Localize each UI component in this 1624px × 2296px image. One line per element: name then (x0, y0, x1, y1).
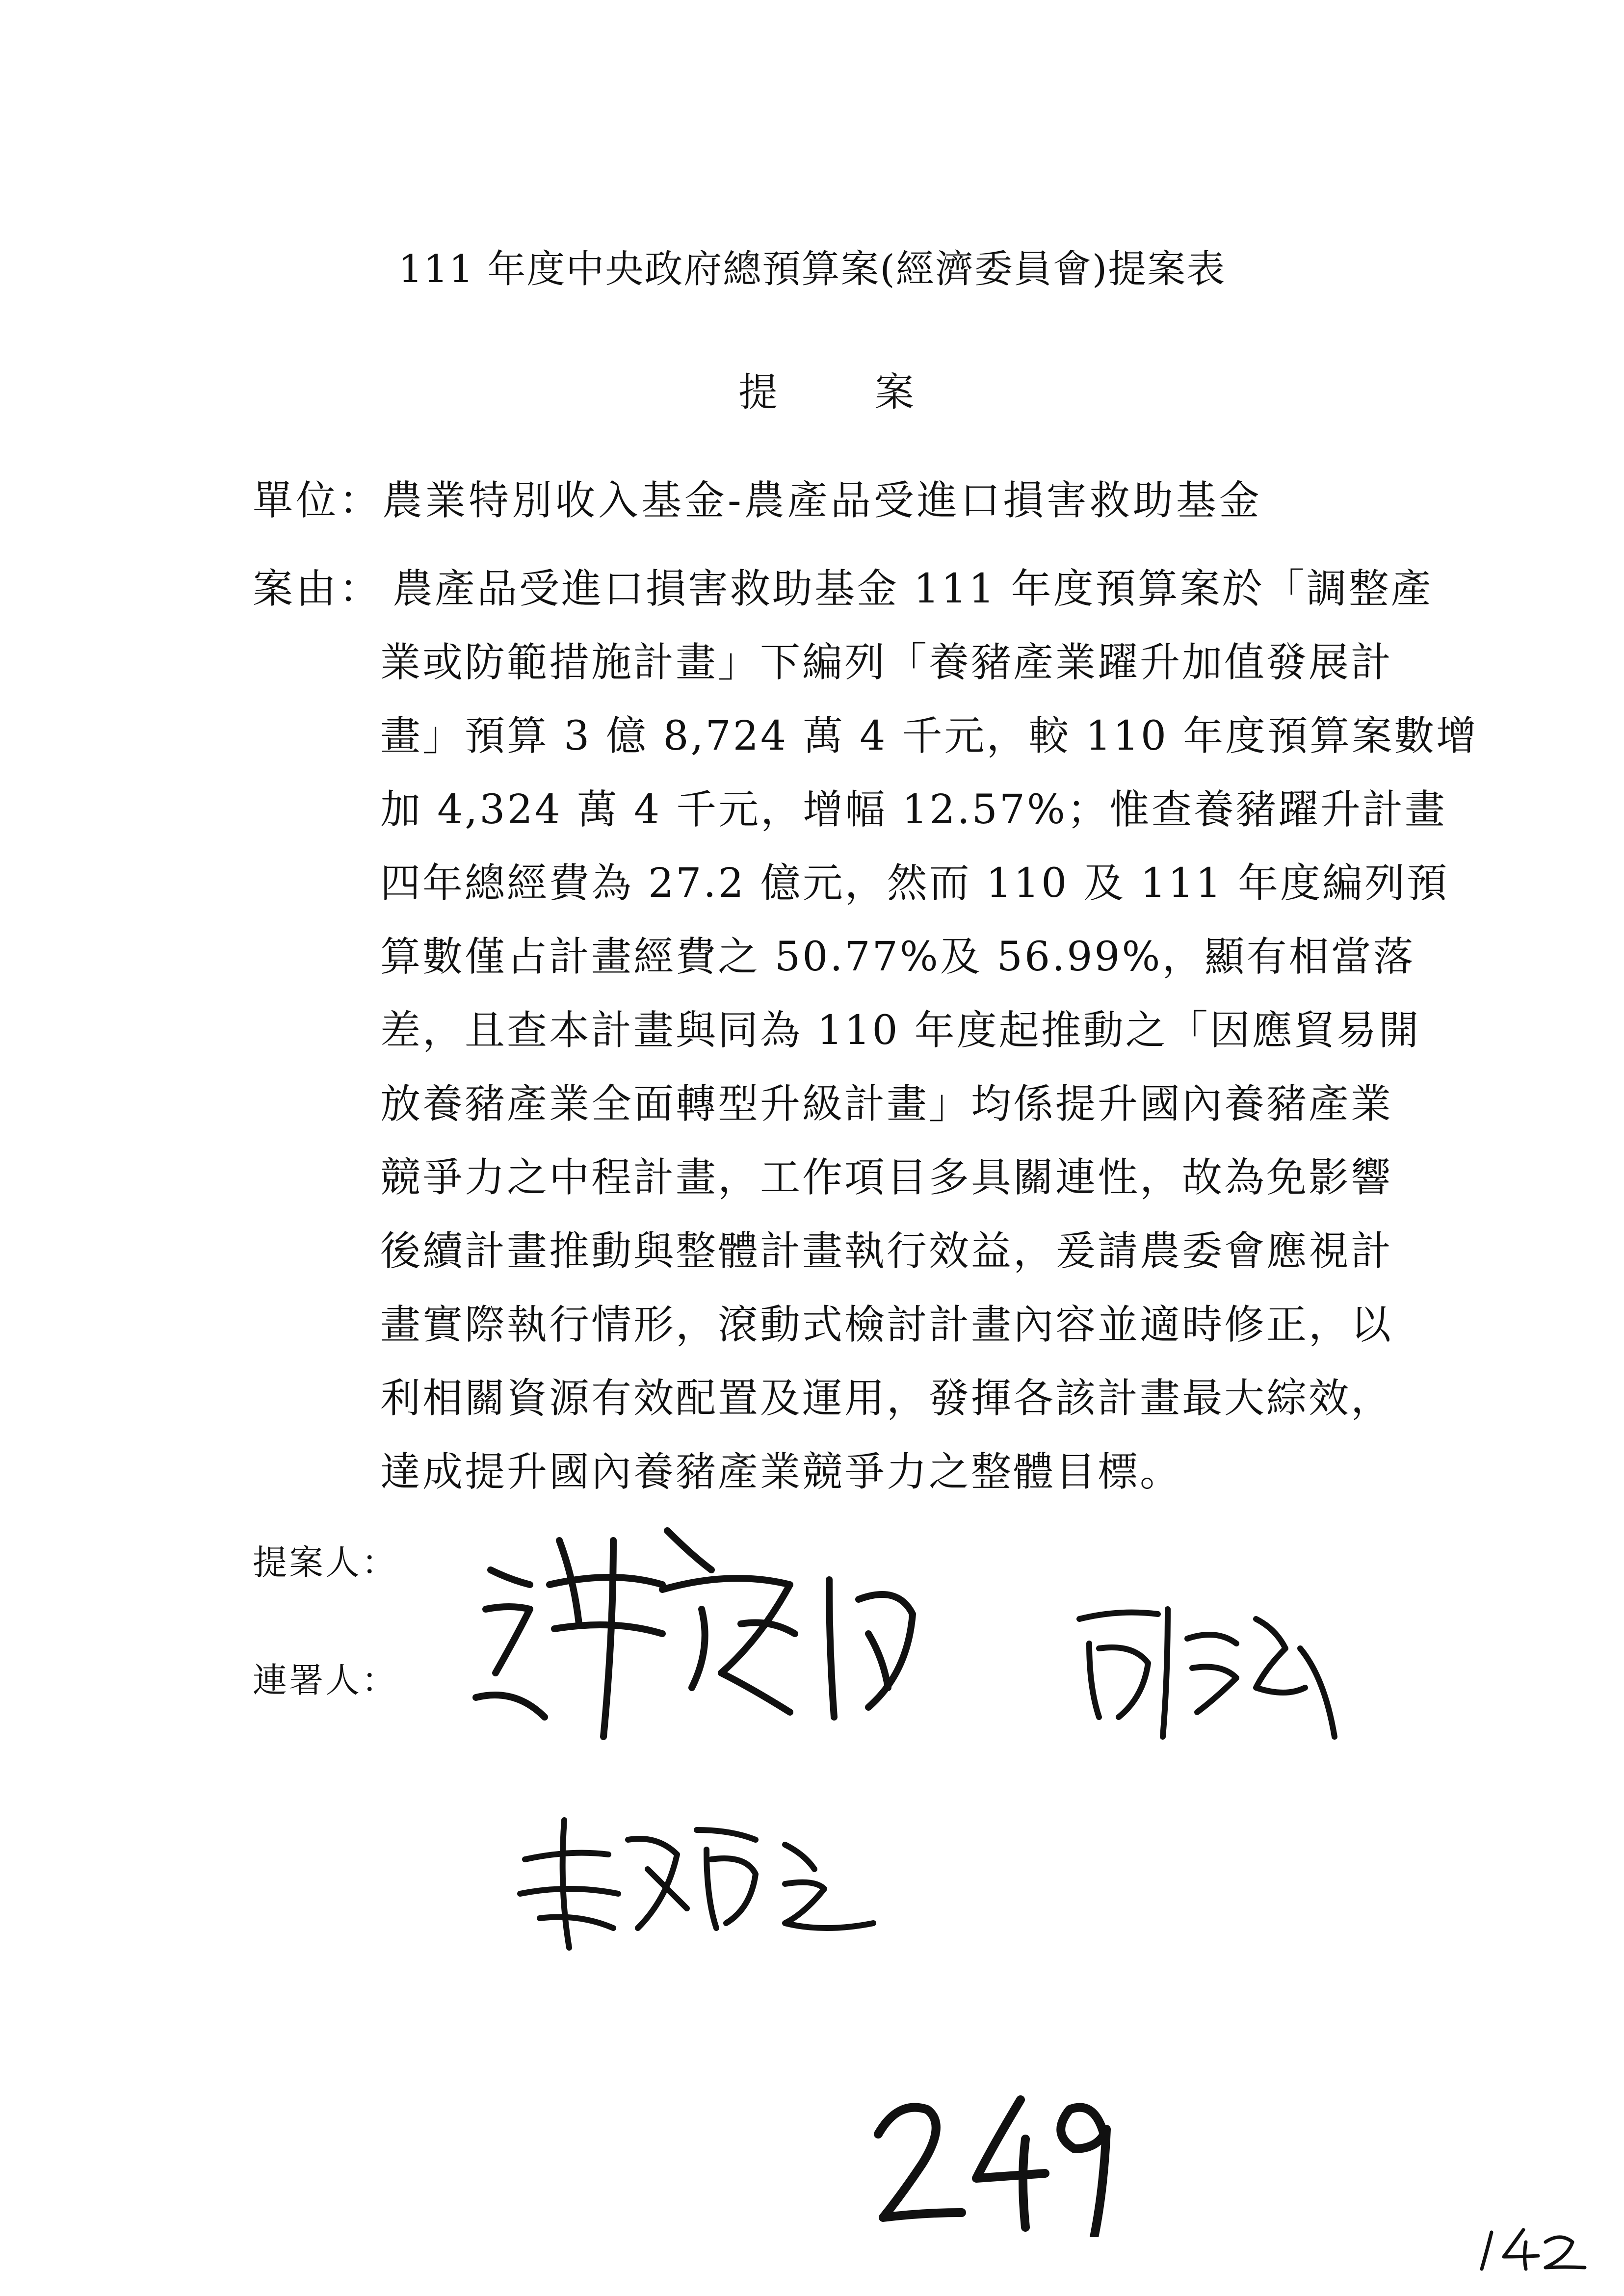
reason-line: 後續計畫推動與整體計畫執行效益，爰請農委會應視計 (380, 1228, 1393, 1275)
reason-line: 競爭力之中程計畫，工作項目多具關連性，故為免影響 (380, 1154, 1393, 1201)
reason-label: 案由： (253, 566, 383, 612)
reason-line: 畫」預算 3 億 8,724 萬 4 千元，較 110 年度預算案數增 (380, 713, 1479, 759)
reason-line: 放養豬產業全面轉型升級計畫」均係提升國內養豬產業 (380, 1081, 1393, 1127)
reason-line: 四年總經費為 27.2 億元，然而 110 及 111 年度編列預 (380, 860, 1449, 907)
unit-row (253, 477, 1262, 524)
page-subtitle: 提案 (738, 369, 1011, 415)
reason-line: 達成提升國內養豬產業競爭力之整體目標。 (380, 1449, 1182, 1495)
reason-line: 業或防範措施計畫」下編列「養豬產業躍升加值發展計 (380, 639, 1393, 686)
reason-line: 算數僅占計畫經費之 50.77%及 56.99%，顯有相當落 (380, 934, 1415, 980)
proposer-signature (456, 1511, 937, 1747)
reason-line: 利相關資源有效配置及運用，發揮各該計畫最大綜效， (380, 1375, 1393, 1422)
page-number-large (864, 2080, 1119, 2239)
cosigner-signature-1 (1070, 1590, 1344, 1756)
unit-value: 農業特別收入基金-農產品受進口損害救助基金 (382, 477, 1262, 524)
unit-label: 單位： (253, 477, 383, 524)
reason-line: 差，且查本計畫與同為 110 年度起推動之「因應貿易開 (380, 1007, 1421, 1054)
proposer-label: 提案人： (253, 1542, 398, 1583)
cosigner-signature-2 (510, 1800, 883, 1957)
page-number-small (1477, 2222, 1590, 2273)
cosigner-label: 連署人： (253, 1660, 398, 1700)
reason-line: 加 4,324 萬 4 千元，增幅 12.57%；惟查養豬躍升計畫 (380, 786, 1447, 833)
page-title: 111 年度中央政府總預算案(經濟委員會)提案表 (398, 247, 1226, 291)
reason-line: 農產品受進口損害救助基金 111 年度預算案於「調整產 (393, 566, 1433, 612)
reason-line: 畫實際執行情形，滾動式檢討計畫內容並適時修正，以 (380, 1302, 1393, 1348)
